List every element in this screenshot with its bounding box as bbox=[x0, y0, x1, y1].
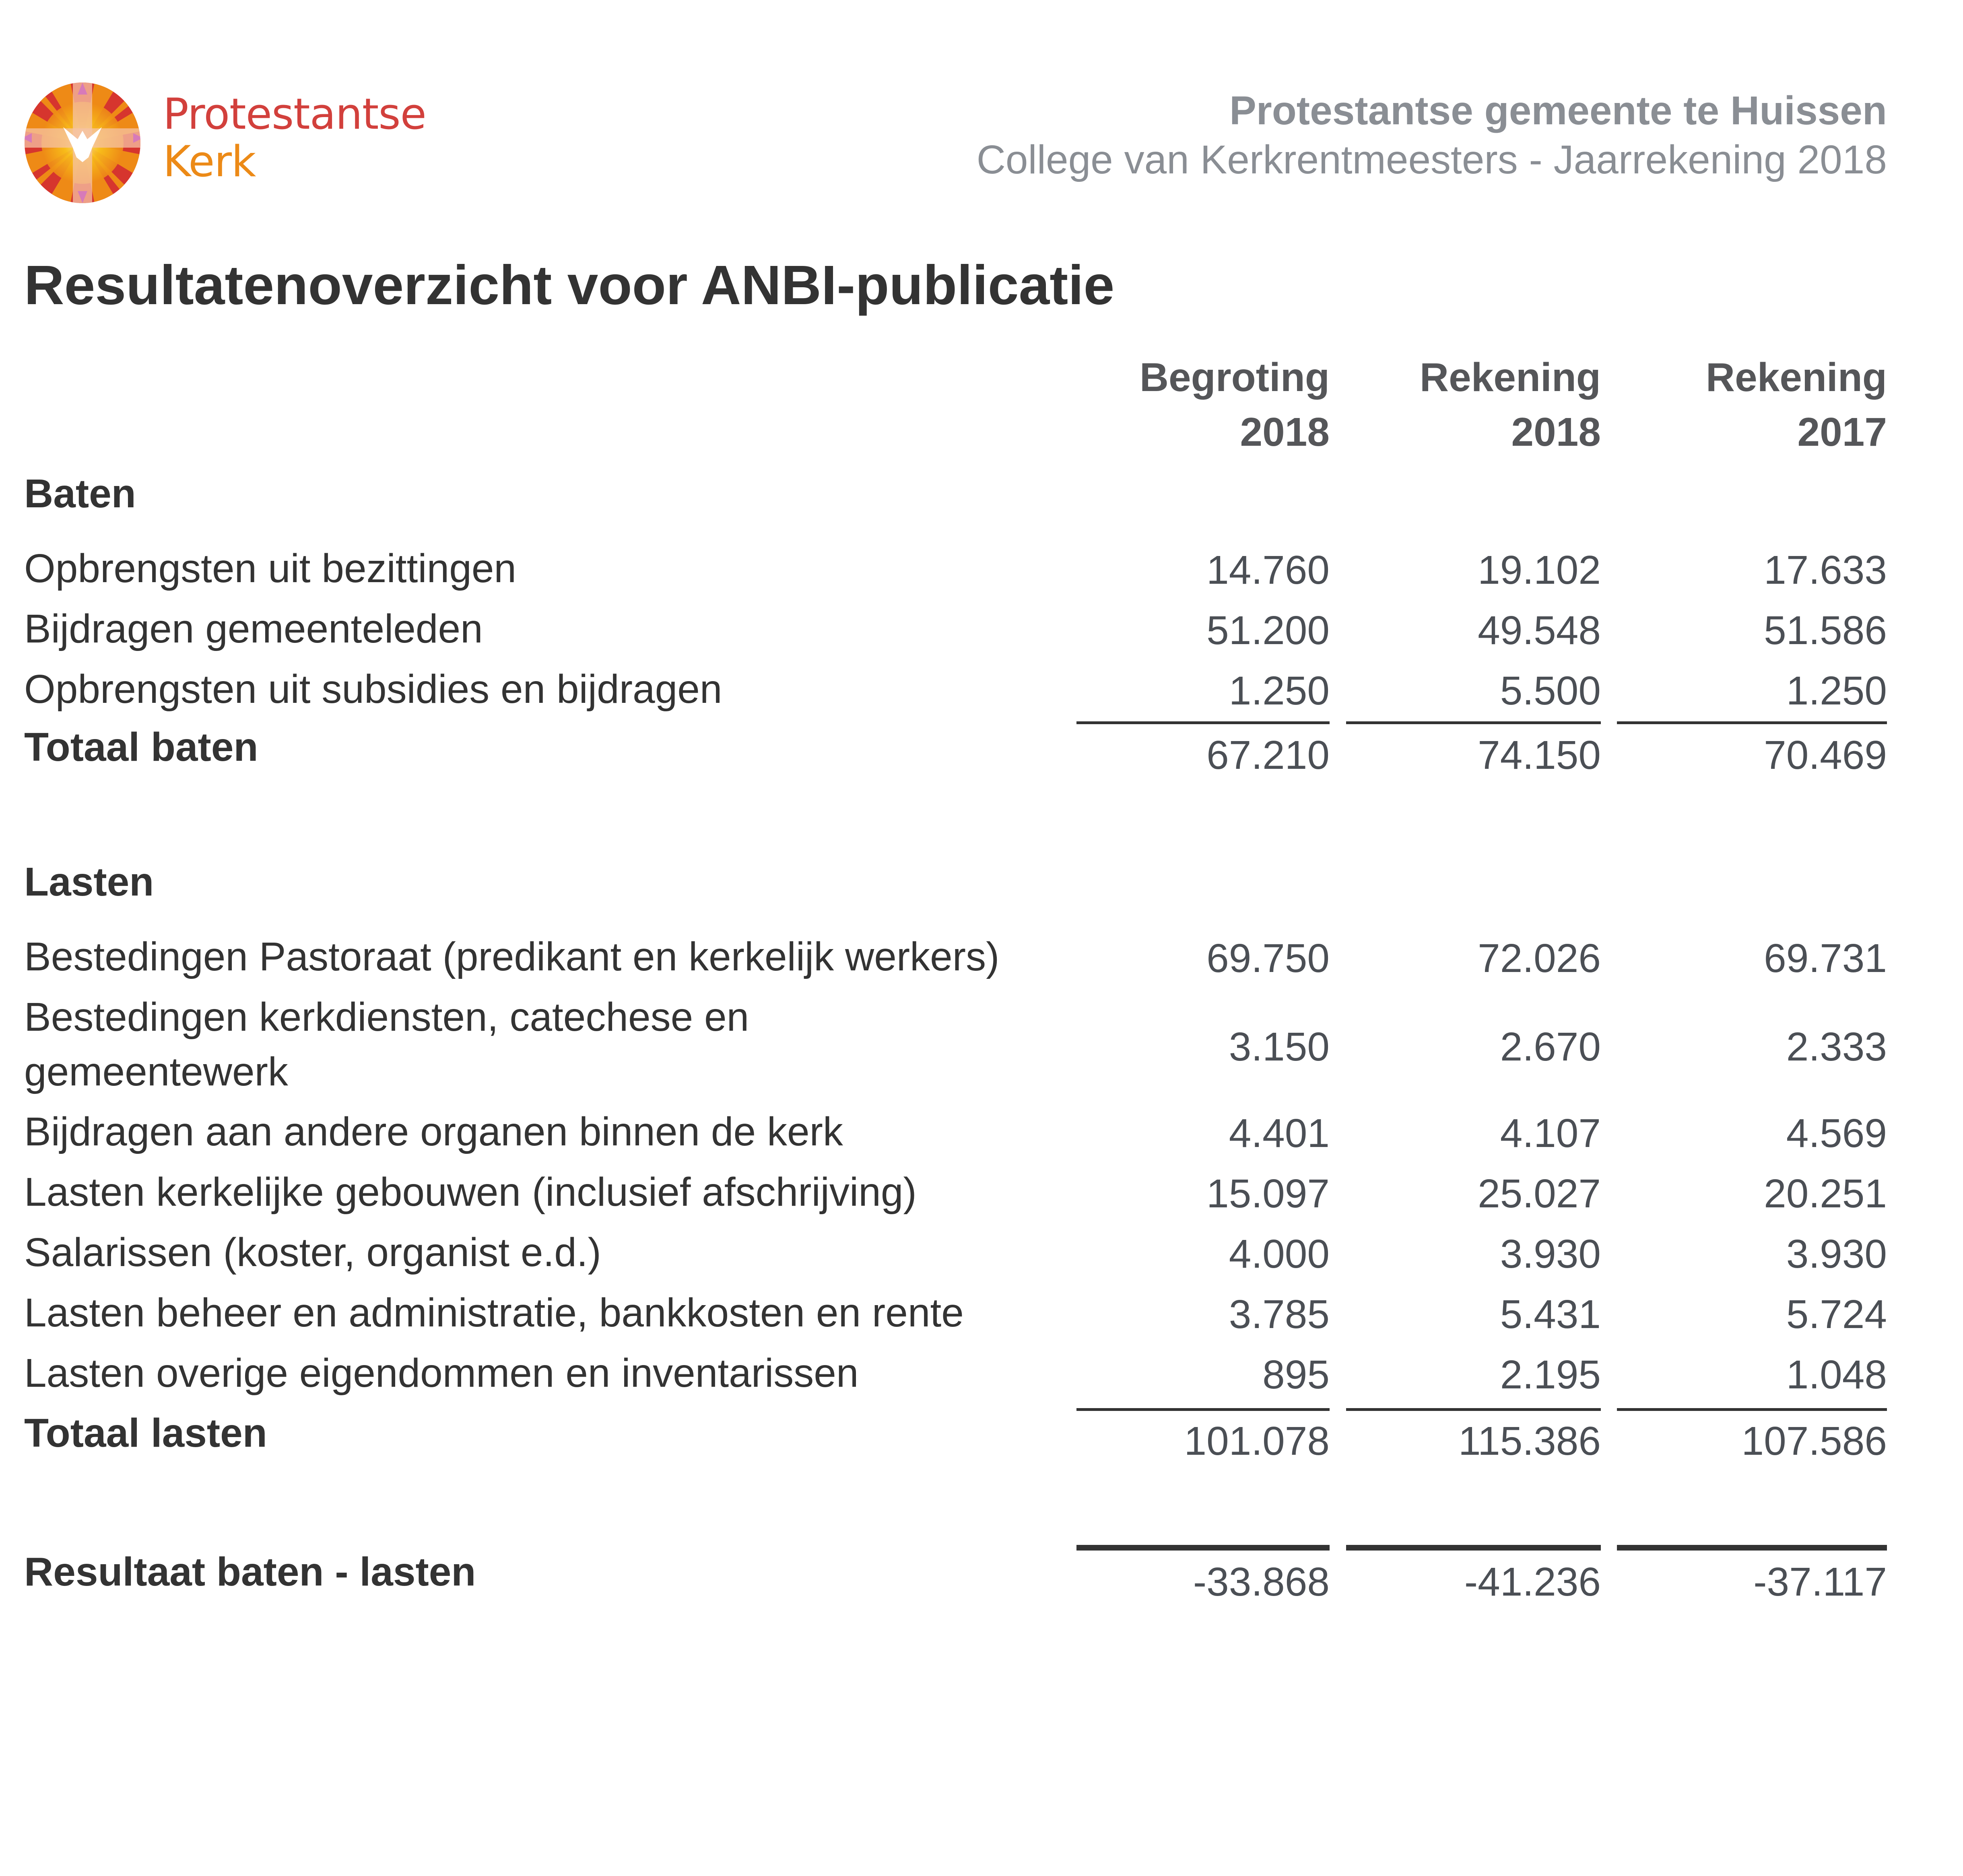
baten-row-label: Bijdragen gemeenteleden bbox=[24, 606, 483, 651]
totaal-lasten-row-label: Totaal lasten bbox=[24, 1411, 267, 1456]
section-heading-baten: Baten bbox=[24, 471, 136, 516]
totaal-lasten-row-value: 101.078 bbox=[1184, 1419, 1330, 1464]
result-rule bbox=[1076, 1545, 1330, 1551]
protestantse-kerk-logo-icon bbox=[22, 82, 143, 203]
resultaat-row-label: Resultaat baten - lasten bbox=[24, 1549, 476, 1594]
resultaat-row-value: -37.117 bbox=[1753, 1559, 1887, 1604]
baten-row-label: Opbrengsten uit bezittingen bbox=[24, 546, 517, 591]
column-header-line2: 2018 bbox=[1240, 410, 1330, 455]
lasten-row-label: Lasten beheer en administratie, bankkosten en rente bbox=[24, 1290, 964, 1335]
resultaat-row-value: -41.236 bbox=[1464, 1559, 1601, 1604]
column-header-line1: Rekening bbox=[1705, 355, 1887, 400]
page-title: Resultatenoverzicht voor ANBI-publicatie bbox=[24, 254, 1115, 316]
lasten-row-value: 4.401 bbox=[1229, 1111, 1330, 1156]
lasten-row-value: 4.569 bbox=[1786, 1111, 1887, 1156]
baten-row-value: 19.102 bbox=[1478, 548, 1601, 593]
resultaat-row-value: -33.868 bbox=[1193, 1559, 1330, 1604]
column-header-rekening-2017 bbox=[1706, 350, 1887, 459]
column-header-begroting-2018 bbox=[1140, 350, 1330, 459]
subtotal-rule bbox=[1617, 1408, 1887, 1411]
totaal-baten-row-value: 70.469 bbox=[1764, 733, 1887, 778]
lasten-row-label: Bijdragen aan andere organen binnen de kerk bbox=[24, 1109, 843, 1154]
lasten-row-label: Lasten overige eigendommen en inventarissen bbox=[24, 1351, 859, 1396]
baten-row-value: 5.500 bbox=[1500, 668, 1601, 713]
lasten-row-value: 2.333 bbox=[1786, 1024, 1887, 1069]
baten-row-value: 1.250 bbox=[1786, 668, 1887, 713]
totaal-lasten-row-value: 115.386 bbox=[1458, 1419, 1601, 1464]
document-subtitle: College van Kerkrentmeesters - Jaarrekening 2018 bbox=[976, 137, 1887, 182]
subtotal-rule bbox=[1346, 1408, 1601, 1411]
lasten-row-value: 4.107 bbox=[1500, 1111, 1601, 1156]
lasten-row-value: 3.930 bbox=[1786, 1231, 1887, 1277]
totaal-baten-row-value: 67.210 bbox=[1206, 733, 1330, 778]
brand-name-line1: Protestantse bbox=[163, 89, 426, 139]
column-header-line2: 2017 bbox=[1797, 410, 1887, 455]
totaal-lasten-row-value: 107.586 bbox=[1741, 1419, 1887, 1464]
column-header-rekening-2018 bbox=[1420, 350, 1601, 459]
lasten-row-value: 5.431 bbox=[1500, 1292, 1601, 1337]
lasten-row-value: 69.750 bbox=[1206, 936, 1330, 981]
lasten-row-value: 5.724 bbox=[1786, 1292, 1887, 1337]
baten-row-value: 51.586 bbox=[1764, 608, 1887, 653]
subtotal-rule bbox=[1076, 1408, 1330, 1411]
result-rule bbox=[1346, 1545, 1601, 1551]
lasten-row-label: Salarissen (koster, organist e.d.) bbox=[24, 1230, 601, 1275]
lasten-row-value: 72.026 bbox=[1478, 936, 1601, 981]
lasten-row-value: 1.048 bbox=[1786, 1352, 1887, 1397]
subtotal-rule bbox=[1617, 721, 1887, 724]
lasten-row-value: 2.670 bbox=[1500, 1024, 1601, 1069]
lasten-row-label: Bestedingen kerkdiensten, catechese en bbox=[24, 995, 749, 1040]
baten-row-value: 17.633 bbox=[1764, 548, 1887, 593]
result-rule bbox=[1617, 1545, 1887, 1551]
lasten-row-value: 20.251 bbox=[1764, 1171, 1887, 1216]
lasten-row-label: Bestedingen Pastoraat (predikant en kerkelijk werkers) bbox=[24, 934, 1000, 979]
lasten-row-value: 2.195 bbox=[1500, 1352, 1601, 1397]
baten-row-value: 1.250 bbox=[1229, 668, 1330, 713]
lasten-row-value: 69.731 bbox=[1764, 936, 1887, 981]
subtotal-rule bbox=[1346, 721, 1601, 724]
brand-name-line2: Kerk bbox=[163, 137, 256, 186]
column-header-line1: Begroting bbox=[1139, 355, 1330, 400]
lasten-row-value: 15.097 bbox=[1206, 1171, 1330, 1216]
organization-name: Protestantse gemeente te Huissen bbox=[1229, 88, 1887, 133]
lasten-row-value: 4.000 bbox=[1229, 1231, 1330, 1277]
totaal-baten-row-label: Totaal baten bbox=[24, 725, 258, 770]
section-heading-lasten: Lasten bbox=[24, 859, 154, 904]
baten-row-value: 49.548 bbox=[1478, 608, 1601, 653]
lasten-row-value: 3.785 bbox=[1229, 1292, 1330, 1337]
lasten-row-value: 895 bbox=[1262, 1352, 1330, 1397]
lasten-row-value: 3.150 bbox=[1229, 1024, 1330, 1069]
lasten-row-label: Lasten kerkelijke gebouwen (inclusief afschrijving) bbox=[24, 1170, 917, 1215]
baten-row-value: 51.200 bbox=[1206, 608, 1330, 653]
lasten-row-value: 25.027 bbox=[1478, 1171, 1601, 1216]
column-header-line1: Rekening bbox=[1419, 355, 1601, 400]
baten-row-value: 14.760 bbox=[1206, 548, 1330, 593]
column-header-line2: 2018 bbox=[1511, 410, 1601, 455]
baten-row-label: Opbrengsten uit subsidies en bijdragen bbox=[24, 667, 722, 712]
totaal-baten-row-value: 74.150 bbox=[1478, 733, 1601, 778]
lasten-row-value: 3.930 bbox=[1500, 1231, 1601, 1277]
subtotal-rule bbox=[1076, 721, 1330, 724]
lasten-row-label-continued: gemeentewerk bbox=[24, 1049, 288, 1094]
